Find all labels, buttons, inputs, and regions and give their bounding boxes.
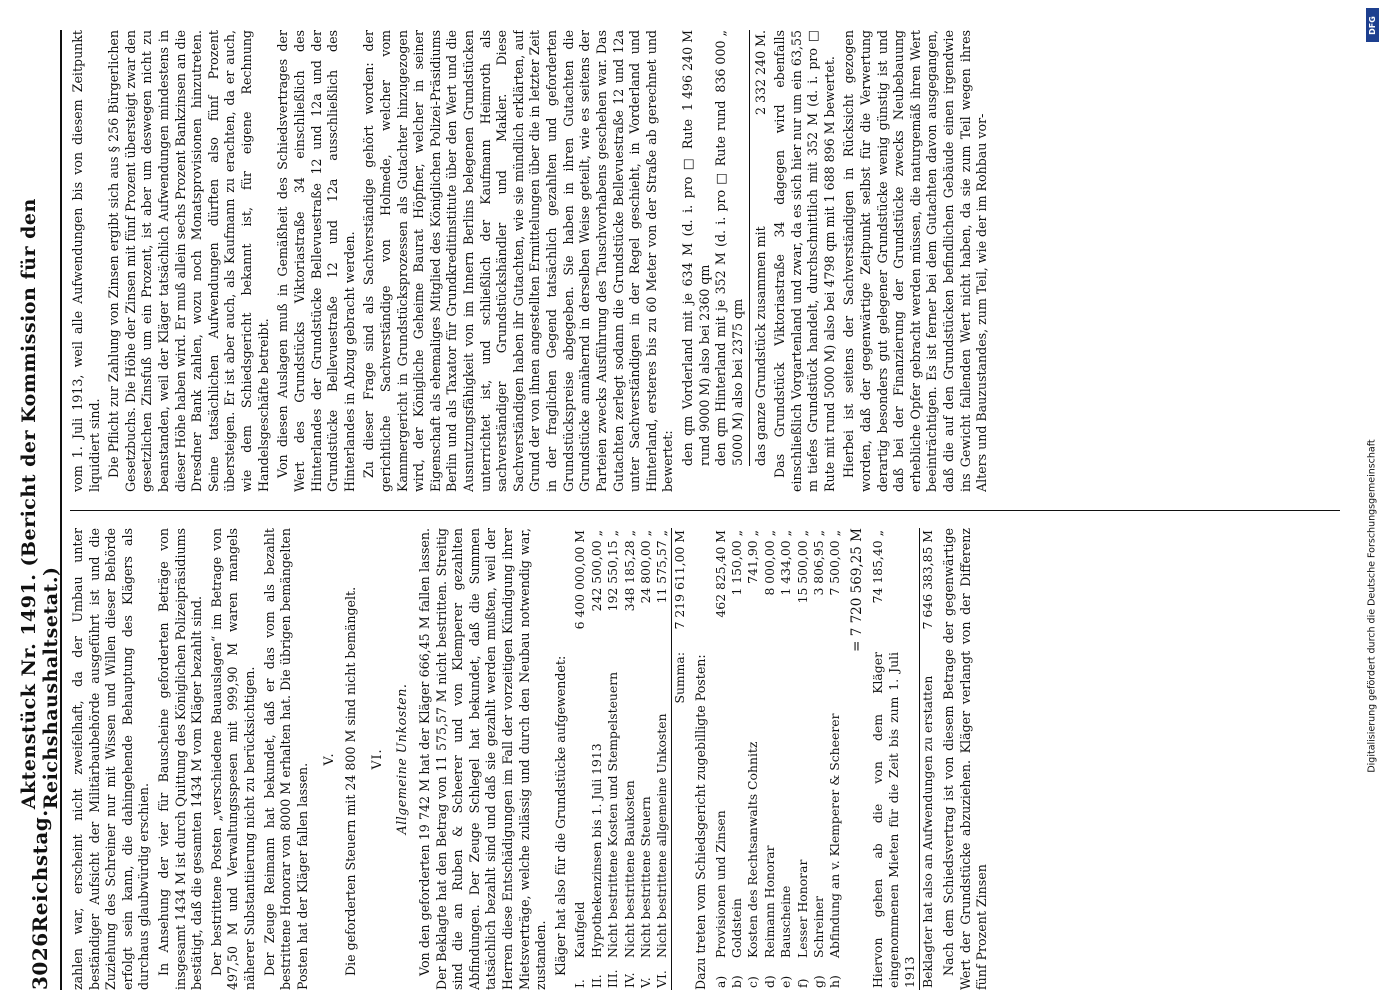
- paragraph: Der bestrittene Posten „verschiedene Bauauslagen“ im Betrage von 497,50 M und Verwaltungsspesen mit 999,90 M waren mangels näherer Substantiierung nicht zu berücksichtigen.: [208, 528, 258, 990]
- table-row: [638, 528, 654, 990]
- calc-amount: 836 000 „: [713, 30, 729, 93]
- sum-row: [671, 528, 688, 990]
- row-letter: a): [712, 975, 728, 988]
- row-amount: 7 500,00 „: [827, 530, 843, 596]
- page-header: [20, 30, 62, 990]
- paragraph: Das Grundstück Viktoriastraße 34 dagegen wird ebenfalls einschließlich Vorgartenland und zwar, da es sich hier nur um ein 63,55 m tiefes Grundstück handelt, durchschnittlich mit 352 M (d. i. pro □ Rute mit rund 5000 M) also bei 4798 qm mit 1 688 896 M bewertet.: [771, 30, 837, 492]
- calc-total-line: [753, 30, 770, 466]
- row-letter: e): [778, 975, 794, 988]
- paragraph: vom 1. Juli 1913, weil alle Aufwendungen bis von diesem Zeitpunkt liquidiert sind.: [70, 30, 102, 492]
- row-number: II.: [588, 974, 604, 988]
- dfg-logo-text: DFG: [1368, 15, 1378, 35]
- calc-text: den qm Vorderland mit je 634 M (d. i. pro □ Rute rund 9000 M) also bei 2360 qm: [679, 119, 712, 466]
- row-amount: 192 550,15 „: [605, 530, 621, 612]
- section-subtitle: Allgemeine Unkosten.: [394, 683, 410, 835]
- section-heading-v: V.: [320, 752, 336, 766]
- sum-amount: 7 219 611,00 M: [671, 528, 688, 650]
- row-label: Kaufgeld: [572, 901, 588, 958]
- table-row: [572, 528, 588, 990]
- row-label: Bauscheine: [778, 885, 794, 958]
- row-letter: f): [794, 978, 810, 988]
- extras-table: [713, 528, 844, 990]
- table-row: [622, 528, 638, 990]
- table-row: [827, 528, 843, 990]
- chamber-name: Reichstag.: [28, 809, 52, 933]
- digitization-note: [1364, 0, 1380, 1000]
- row-number: VI.: [654, 970, 670, 988]
- row-amount: 15 500,00 „: [794, 530, 810, 604]
- table-row: [778, 528, 794, 990]
- row-label: Goldstein: [729, 898, 745, 958]
- calc-line: [680, 30, 713, 466]
- row-label: Nicht bestrittene Steuern: [637, 796, 653, 958]
- table-row: [745, 528, 761, 990]
- row-amount: 348 185,28 „: [621, 530, 637, 612]
- row-amount: 462 825,40 M: [712, 530, 728, 618]
- row-amount: 242 500,00 „: [588, 530, 604, 612]
- paragraph: Dazu treten vom Schiedsgericht zugebilligte Posten:: [693, 654, 709, 990]
- row-amount: 7 646 383,85 M: [919, 528, 936, 650]
- row-label: Abfindung an v. Klemperer & Scheerer: [827, 713, 843, 958]
- row-amount: 8 000,00 „: [761, 530, 777, 596]
- calc-line: [713, 30, 746, 466]
- rotated-page: [20, 30, 1350, 990]
- row-label: Provisionen und Zinsen: [712, 810, 728, 958]
- calc-text: den qm Hinterland mit je 352 M (d. i. pro □ Rute rund 5000 M) also bei 2375 qm: [713, 100, 745, 466]
- row-letter: h): [827, 975, 843, 988]
- row-label: Nicht bestrittene Baukosten: [621, 780, 637, 958]
- row-amount: 1 150,00 „: [729, 530, 745, 596]
- row-letter: d): [761, 975, 777, 988]
- calc-amount: 1 496 240 M: [679, 30, 695, 111]
- paragraph: Hierbei ist seitens der Sachverständigen in Rücksicht gezogen worden, daß der gegenwärtige Zeitpunkt selbst für die Verwertung derartig besonders gut gelegener Grundstücke wenig günstig ist und daß bei der Finanzierung der Grundstücke zwecks Neubebauung erhebliche Opfer gebracht werden müssen, die naturgemäß ihren Wert beeinträchtigen. Es ist ferner bei dem Gutachten davon ausgegangen, daß die auf den Grundstücken befindlichen Gebäude einen irgendwie ins Gewicht fallenden Wert nicht haben, da sie zum Teil wegen ihres Alters und Bauzustandes, zum Teil, wie der im Rohbau vor-: [841, 30, 990, 492]
- row-label: Lesser Honorar: [794, 859, 810, 958]
- row-number: IV.: [621, 972, 637, 988]
- calc-total-text: das ganze Grundstück zusammen mit: [753, 226, 769, 466]
- calc-total-amount: 2 332 240 M.: [753, 30, 769, 115]
- row-label: Hiervon gehen ab die von dem Kläger eingenommenen Mieten für die Zeit bis zum 1. Juli 1913: [869, 652, 918, 988]
- row-amount: 1 434,00 „: [778, 530, 794, 596]
- table-row: [919, 528, 936, 990]
- paragraph: Von diesen Auslagen muß in Gemäßheit des Schiedsvertrages der Wert des Grundstücks Viktoriastraße 34 einschließlich des Hinterlandes der Grundstücke Bellevuestraße 12 und 12a und der Grundstücke Bellevuestraße 12 und 12a ausschließlich des Hinterlandes in Abzug gebracht werden.: [275, 30, 357, 492]
- paragraph: zahlen war, erscheint nicht zweifelhaft, da der Umbau unter beständiger Aufsicht der Militärbaubehörde ausgeführt ist und die Zuziehung des Schreiner nur mit Wissen und Willen dieser Behörde erfolgt sein kann, die dahingehende Behauptung des Klägers als durchaus glaubwürdig erschien.: [70, 528, 152, 990]
- row-letter: c): [745, 976, 761, 988]
- digitization-text: Digitalisierung gefördert durch die Deutsche Forschungsgemeinschaft: [1366, 439, 1378, 773]
- row-amount: 6 400 000,00 M: [572, 530, 588, 630]
- row-amount: 741,90 „: [745, 530, 761, 584]
- column-divider: [70, 510, 1340, 511]
- table-row: [654, 528, 671, 990]
- row-letter: b): [729, 975, 745, 988]
- table-row: [795, 528, 811, 990]
- section-heading-vi: VI.: [368, 748, 384, 770]
- paragraph: In Ansehung der vier für Bauscheine geforderten Beträge von insgesamt 1434 M ist durch Quittung des Königlichen Polizeipräsidiums bestätigt, daß die gesamten 1434 M vom Kläger bezahlt sind.: [156, 528, 205, 990]
- paragraph: Kläger hat also für die Grundstücke aufgewendet:: [552, 655, 568, 976]
- costs-table: [572, 528, 688, 990]
- table-row: [713, 528, 729, 990]
- table-row: [762, 528, 778, 990]
- row-label: Kosten des Rechtsanwalts Cohnitz: [745, 741, 761, 958]
- paragraph: Der Zeuge Reimann hat bekundet, daß er das vom als bezahlt bestrittene Honorar von 8000 M erhalten hat. Die übrigen bemängelten Posten hat der Kläger fallen lassen.: [261, 528, 310, 990]
- deduction-table: [870, 528, 937, 990]
- paragraph: Die Pflicht zur Zahlung von Zinsen ergibt sich aus § 256 Bürgerlichen Gesetzbuchs. Die Höhe der Zinsen mit fünf Prozent übersteigt zwar den gesetzlichen Zinsfuß um ein Prozent, ist aber um deswegen nicht zu beanstanden, weil der Kläger tatsächlich Aufwendungen mindestens in dieser Höhe haben wird. Er muß allein sechs Prozent Bankzinsen an die Dresdner Bank zahlen, wozu noch Monatsprovisionen hinzutreten. Seine tatsächlichen Aufwendungen dürften also fünf Prozent übersteigen. Er ist aber auch, als Kaufmann zu erachten, da er auch, wie dem Schiedsgericht bekannt ist, für eigene Rechnung Handelsgeschäfte betreibt.: [106, 30, 271, 492]
- valuation-calculation: [680, 30, 770, 492]
- row-label: Nicht bestrittene allgemeine Unkosten: [654, 713, 670, 958]
- row-label: Hypothekenzinsen bis 1. Juli 1913: [588, 743, 604, 958]
- row-amount: 3 806,95 „: [810, 530, 826, 596]
- row-number: V.: [637, 977, 653, 988]
- row-amount: 24 800,00 „: [637, 530, 653, 604]
- paragraph: Zu dieser Frage sind als Sachverständige gehört worden: der gerichtliche Sachverständige von Holmede, welcher vom Kammergericht in Grundstücksprozessen als Gutachter hinzugezogen wird, der Königliche Geheime Baurat Höpfner, welcher in seiner Eigenschaft als ehemaliges Mitglied des Königlichen Polizei-Präsidiums Berlin und als Taxator für Grundkreditinstitute über den Wert und die Ausnutzungsfähigkeit von im Innern Berlins belegenen Grundstücken unterrichtet ist, und schließlich der Kaufmann Heimroth als sachverständiger Grundstückshändler und Makler. Diese Sachverständigen haben ihr Gutachten, wie sie mündlich erklärten, auf Grund der von ihnen angestellten Ermittelungen über die in letzter Zeit in der fraglichen Gegend tatsächlich gezahlten und geforderten Grundstückspreise abgegeben. Sie haben in ihren Gutachten die Grundstücke annähernd in derselben Weise geteilt, wie es seitens der Parteien zwecks Ausführung des Tauschvorhabens geschehen war. Das Gutachten zerlegt sodann die Grundstücke Bellevuestraße 12 und 12a unter Sachverständigen in der Regel geschieht, in Vorderland und Hinterland, ersteres bis zu 60 Meter von der Straße ab gerechnet und bewertet:: [361, 30, 676, 492]
- table-row: [589, 528, 605, 990]
- row-label: Nicht bestrittene Kosten und Stempelsteuern: [605, 671, 621, 958]
- row-letter: g): [810, 975, 826, 988]
- right-column: [70, 30, 1340, 492]
- row-label: Schreiner: [810, 896, 826, 958]
- left-column: [70, 528, 1340, 990]
- row-number: I.: [572, 979, 588, 988]
- paragraph: Nach dem Schiedsvertrag ist von diesem Betrage der gegenwärtige Wert der Grundstücke abzuziehen. Kläger verlangt von der Differenz fünf Prozent Zinsen: [941, 528, 990, 990]
- row-amount: 11 575,57 „: [654, 530, 670, 604]
- extras-total: = 7 720 569,25 M: [848, 528, 865, 652]
- row-amount: 74 185,40 „: [869, 530, 885, 604]
- row-label: Reimann Honorar: [761, 845, 777, 958]
- page-number: 3026: [28, 932, 52, 990]
- table-row: [605, 528, 621, 990]
- row-number: III.: [605, 969, 621, 988]
- row-label: Beklagter hat also an Aufwendungen zu erstatten: [919, 650, 936, 990]
- sum-label: Summa:: [671, 650, 688, 960]
- table-row: [870, 528, 920, 990]
- paragraph: Die geforderten Steuern mit 24 800 M sind nicht bemängelt.: [343, 586, 359, 976]
- paragraph: Von den geforderten 19 742 M hat der Kläger 666,45 M fallen lassen. Der Beklagte hat den Betrag von 11 575,57 M nicht bestritten. Streitig sind die an Ruben & Scheerer und von Klemperer gezahlten Abfindungen. Der Zeuge Schlegel hat bekundet, daß die Summen tatsächlich bezahlt sind und daß sie gezahlt werden mußten, weil der Herren diese Entschädigungen im Fall der vorzeitigen Kündigung ihrer Mietsverträge, welche zulässig und durch den Neubau notwendig war, zustanden.: [416, 528, 549, 990]
- document-title: Aktenstück Nr. 1491. (Bericht der Kommission für den Reichshaushaltsetat.): [18, 198, 62, 810]
- table-row: [811, 528, 827, 990]
- table-row: [729, 528, 745, 990]
